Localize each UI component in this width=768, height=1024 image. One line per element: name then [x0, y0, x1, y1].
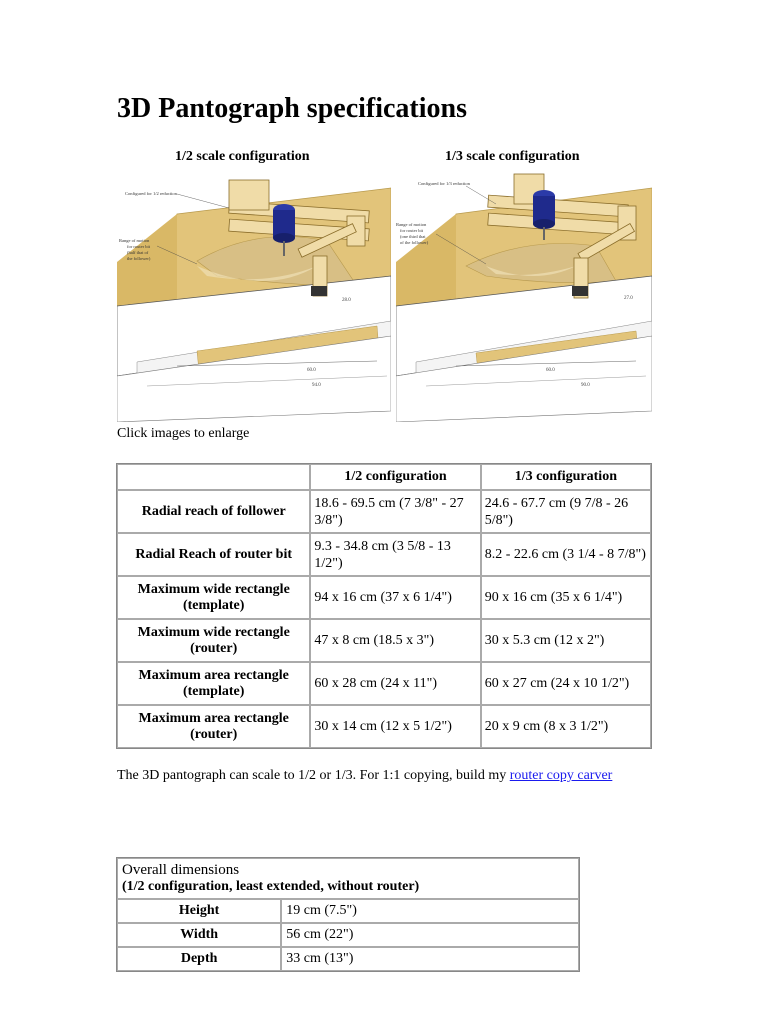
dims-title-row: [117, 858, 579, 899]
row-label: Maximum wide rectangle (template): [117, 576, 310, 619]
cell-third: 20 x 9 cm (8 x 3 1/2"): [481, 705, 651, 748]
cell-third: 24.6 - 67.7 cm (9 7/8 - 26 5/8"): [481, 490, 651, 533]
overall-dimensions-table: [116, 857, 580, 972]
dimension-label: 60.0: [546, 368, 555, 373]
dimension-label: 94.0: [312, 383, 321, 388]
row-label: Maximum wide rectangle (router): [117, 619, 310, 662]
table-row: [117, 899, 579, 923]
table-header-empty: [117, 464, 310, 490]
cell-third: 90 x 16 cm (35 x 6 1/4"): [481, 576, 651, 619]
specifications-table: [116, 463, 652, 749]
svg-text:of the follower): of the follower): [400, 240, 429, 245]
figure-annotation: Configured for 1/2 reduction: [125, 191, 177, 196]
dims-value: 33 cm (13"): [281, 947, 579, 971]
cell-half: 30 x 14 cm (12 x 5 1/2"): [310, 705, 480, 748]
table-header-half: 1/2 configuration: [310, 464, 480, 490]
dims-label: Depth: [117, 947, 281, 971]
scaling-paragraph: [117, 767, 637, 785]
figure-annotation: Configured for 1/3 reduction: [418, 181, 470, 186]
svg-text:for router bit: for router bit: [400, 228, 423, 233]
figure-annotation: Range of motion: [396, 222, 427, 227]
paragraph-text: The 3D pantograph can scale to 1/2 or 1/3. For 1:1 copying, build my: [117, 768, 510, 783]
dimension-label: 27.0: [624, 296, 633, 301]
cell-half: 94 x 16 cm (37 x 6 1/4"): [310, 576, 480, 619]
cell-half: 47 x 8 cm (18.5 x 3"): [310, 619, 480, 662]
figure-caption-third: 1/3 scale configuration: [445, 149, 580, 164]
table-row: [117, 490, 651, 533]
row-label: Radial reach of follower: [117, 490, 310, 533]
table-row: [117, 576, 651, 619]
svg-text:(one third that: (one third that: [400, 234, 426, 239]
dimension-label: 60.0: [307, 368, 316, 373]
figure-caption-half: 1/2 scale configuration: [175, 149, 310, 164]
cell-half: 60 x 28 cm (24 x 11"): [310, 662, 480, 705]
table-row: [117, 619, 651, 662]
dims-title: Overall dimensions: [122, 862, 240, 878]
page-title: 3D Pantograph specifications: [117, 93, 467, 124]
dims-value: 19 cm (7.5"): [281, 899, 579, 923]
dims-label: Height: [117, 899, 281, 923]
svg-text:the follower): the follower): [127, 256, 151, 261]
cell-half: 18.6 - 69.5 cm (7 3/8" - 27 3/8"): [310, 490, 480, 533]
table-header-row: [117, 464, 651, 490]
cell-third: 8.2 - 22.6 cm (3 1/4 - 8 7/8"): [481, 533, 651, 576]
pantograph-third-image[interactable]: [396, 166, 652, 422]
table-row: [117, 705, 651, 748]
svg-text:(half that of: (half that of: [127, 250, 149, 255]
pantograph-half-image[interactable]: [117, 166, 391, 422]
svg-text:for router bit: for router bit: [127, 244, 150, 249]
row-label: Maximum area rectangle (template): [117, 662, 310, 705]
table-row: [117, 923, 579, 947]
dims-label: Width: [117, 923, 281, 947]
click-images-note: Click images to enlarge: [117, 426, 250, 441]
row-label: Radial Reach of router bit: [117, 533, 310, 576]
dims-subtitle: (1/2 configuration, least extended, without router): [122, 879, 420, 894]
table-row: [117, 662, 651, 705]
table-row: [117, 947, 579, 971]
dimension-label: 28.0: [342, 298, 351, 303]
dims-value: 56 cm (22"): [281, 923, 579, 947]
table-row: [117, 533, 651, 576]
cell-third: 30 x 5.3 cm (12 x 2"): [481, 619, 651, 662]
router-copy-carver-link[interactable]: router copy carver: [509, 768, 613, 783]
cell-third: 60 x 27 cm (24 x 10 1/2"): [481, 662, 651, 705]
cell-half: 9.3 - 34.8 cm (3 5/8 - 13 1/2"): [310, 533, 480, 576]
row-label: Maximum area rectangle (router): [117, 705, 310, 748]
dimension-label: 90.0: [581, 383, 590, 388]
figure-annotation: Range of motion: [119, 238, 150, 243]
table-header-third: 1/3 configuration: [481, 464, 651, 490]
